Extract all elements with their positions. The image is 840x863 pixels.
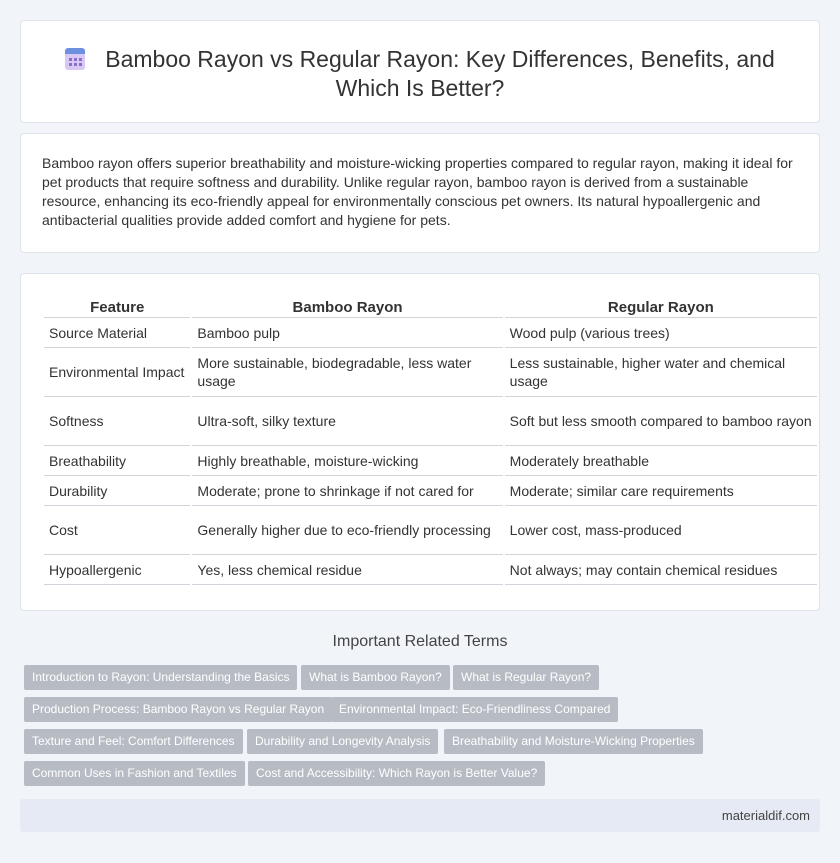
site-name[interactable]: materialdif.com (721, 808, 810, 823)
regular-cell: Wood pulp (various trees) (505, 318, 817, 348)
feature-cell: Hypoallergenic (44, 555, 190, 585)
regular-cell: Soft but less smooth compared to bamboo rayon (505, 397, 817, 446)
page-title (21, 45, 819, 103)
related-term-link[interactable]: Durability and Longevity Analysis (247, 729, 438, 754)
header-feature: Feature (44, 295, 190, 318)
footer (20, 799, 820, 832)
title-card (20, 20, 820, 123)
related-term-link[interactable]: Cost and Accessibility: Which Rayon is Better Value? (248, 761, 545, 786)
related-term-link[interactable]: Production Process: Bamboo Rayon vs Regular Rayon (24, 697, 332, 722)
related-term-link[interactable]: Common Uses in Fashion and Textiles (24, 761, 245, 786)
bamboo-cell: Moderate; prone to shrinkage if not cared for (192, 476, 502, 506)
table-row (44, 397, 817, 446)
intro-card (20, 133, 820, 253)
regular-cell: Moderately breathable (505, 446, 817, 476)
regular-cell: Moderate; similar care requirements (505, 476, 817, 506)
header-regular-rayon: Regular Rayon (505, 295, 817, 318)
feature-cell: Source Material (44, 318, 190, 348)
related-term-link[interactable]: Environmental Impact: Eco-Friendliness Compared (331, 697, 618, 722)
feature-cell: Environmental Impact (44, 348, 190, 397)
bamboo-cell: Yes, less chemical residue (192, 555, 502, 585)
feature-cell: Breathability (44, 446, 190, 476)
title-line-1: Bamboo Rayon vs Regular Rayon: Key Differences, Benefits, and (105, 46, 775, 72)
document-icon (65, 48, 85, 70)
bamboo-cell: More sustainable, biodegradable, less water usage (192, 348, 502, 397)
bamboo-cell: Ultra-soft, silky texture (192, 397, 502, 446)
regular-cell: Less sustainable, higher water and chemical usage (505, 348, 817, 397)
bamboo-cell: Generally higher due to eco-friendly processing (192, 506, 502, 555)
title-line-2: Which Is Better? (335, 75, 505, 101)
related-term-link[interactable]: Texture and Feel: Comfort Differences (24, 729, 243, 754)
related-term-link[interactable]: What is Bamboo Rayon? (301, 665, 450, 690)
table-row (44, 506, 817, 555)
table-row (44, 476, 817, 506)
related-term-link[interactable]: What is Regular Rayon? (453, 665, 599, 690)
related-term-link[interactable]: Introduction to Rayon: Understanding the Basics (24, 665, 297, 690)
table-row (44, 348, 817, 397)
related-term-link[interactable]: Breathability and Moisture-Wicking Properties (444, 729, 703, 754)
table-header-row (44, 295, 817, 318)
comparison-table-card (20, 273, 820, 611)
header-bamboo-rayon: Bamboo Rayon (192, 295, 502, 318)
feature-cell: Durability (44, 476, 190, 506)
regular-cell: Lower cost, mass-produced (505, 506, 817, 555)
table-row (44, 555, 817, 585)
feature-cell: Cost (44, 506, 190, 555)
comparison-table (42, 295, 819, 585)
related-terms-title: Important Related Terms (332, 633, 508, 650)
table-row (44, 446, 817, 476)
table-row (44, 318, 817, 348)
regular-cell: Not always; may contain chemical residues (505, 555, 817, 585)
intro-paragraph: Bamboo rayon offers superior breathability and moisture-wicking properties compared to regular rayon, making it ideal for pet products that require softness and durability. Unlike regular rayon, bamboo rayon is derived from a sustainable resource, enhancing its eco-friendly appeal for environmentally conscious pet owners. Its natural hypoallergenic and antibacterial qualities provide added comfort and hygiene for pets. (42, 155, 793, 228)
bamboo-cell: Bamboo pulp (192, 318, 502, 348)
feature-cell: Softness (44, 397, 190, 446)
bamboo-cell: Highly breathable, moisture-wicking (192, 446, 502, 476)
